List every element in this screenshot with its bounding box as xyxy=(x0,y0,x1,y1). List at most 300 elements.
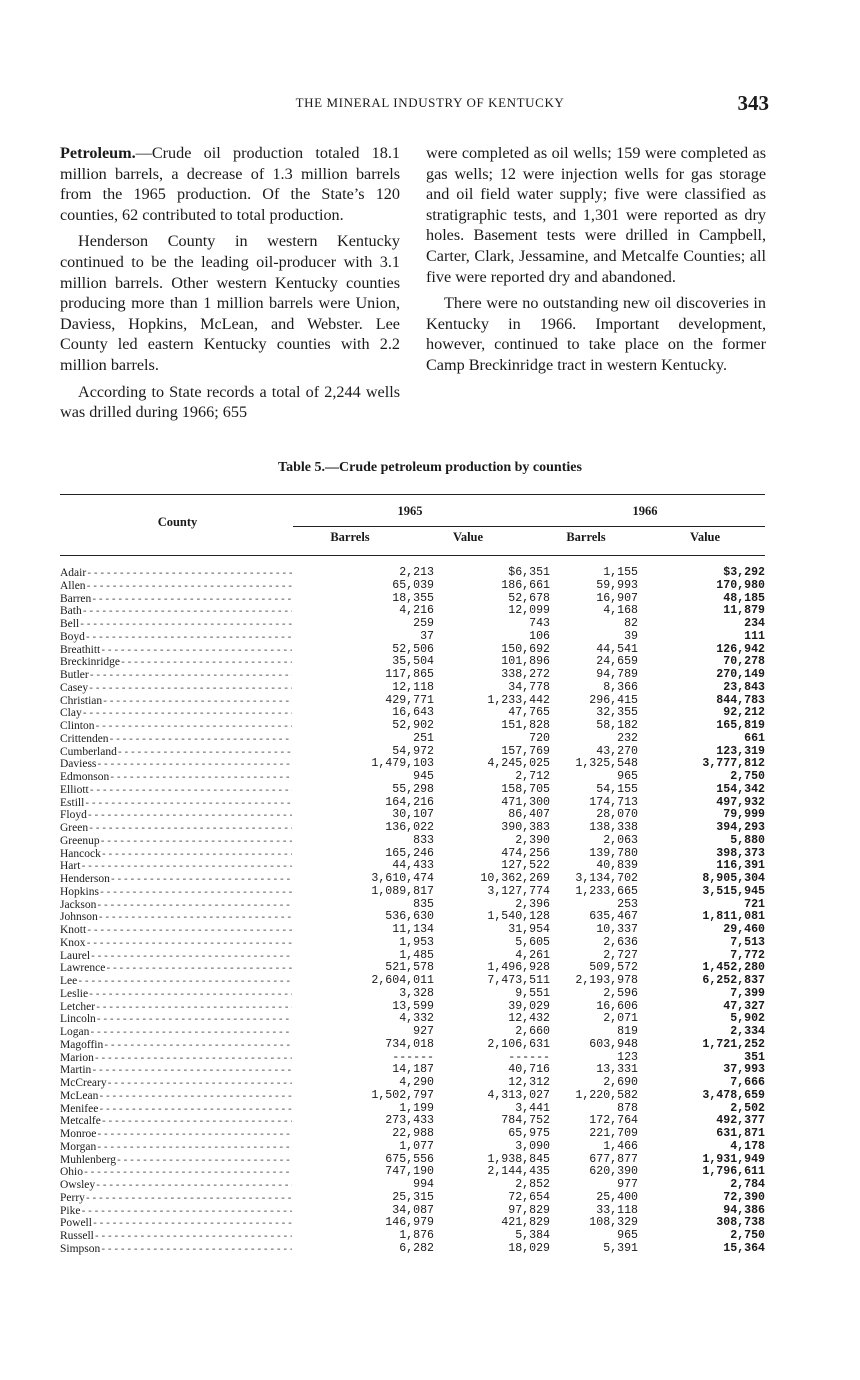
cell-value-1966: 70,278 xyxy=(723,655,765,669)
cell-county: Henderson ----- xyxy=(60,873,292,888)
paragraph-discoveries: There were no outstanding new oil discoveries in Kentucky in 1966. Important development, however, continued to take place on the former Camp Breckinridge tract in western Kentucky. xyxy=(426,294,766,374)
cell-county: Floyd ----- xyxy=(60,809,292,824)
cell-value-1966: 1,931,949 xyxy=(702,1152,765,1166)
cell-barrels-1965: 52,506 xyxy=(392,642,434,656)
cell-county: Perry ----- xyxy=(60,1192,292,1207)
cell-barrels-1966: 2,193,978 xyxy=(575,974,638,987)
cell-barrels-1965: 65,039 xyxy=(392,578,434,592)
cell-value-1965: 157,769 xyxy=(501,744,550,758)
cell-value-1966: 123,319 xyxy=(716,744,765,758)
cell-barrels-1966: 33,118 xyxy=(596,1203,638,1217)
cell-value-1966: 15,364 xyxy=(723,1241,765,1255)
cell-barrels-1966: 139,780 xyxy=(589,846,638,860)
cell-county: Christian ----- xyxy=(60,695,292,710)
cell-barrels-1966: 635,467 xyxy=(589,910,638,924)
cell-value-1965: 5,605 xyxy=(515,935,550,949)
cell-barrels-1966: 174,713 xyxy=(589,795,638,809)
cell-county: Johnson ----- xyxy=(60,911,292,926)
cell-barrels-1966: 965 xyxy=(617,1229,638,1242)
table-row xyxy=(60,631,780,644)
cell-county: Bath ----- xyxy=(60,605,292,620)
table-row xyxy=(60,567,780,580)
cell-barrels-1966: 2,063 xyxy=(603,833,638,847)
running-header: THE MINERAL INDUSTRY OF KENTUCKY xyxy=(295,95,565,110)
cell-value-1966: 2,750 xyxy=(730,770,765,783)
cell-value-1965: 4,261 xyxy=(515,948,550,962)
cell-value-1965: 12,312 xyxy=(508,1076,550,1089)
cell-barrels-1966: 2,596 xyxy=(603,986,638,1000)
table-row xyxy=(60,1141,780,1154)
table-row xyxy=(60,669,780,682)
paragraph-petroleum xyxy=(60,143,400,225)
cell-value-1966: 126,942 xyxy=(716,642,765,656)
cell-barrels-1965: 16,643 xyxy=(392,706,434,720)
cell-barrels-1966: 16,907 xyxy=(596,591,638,605)
paragraph-wells-completed: were completed as oil wells; 159 were completed as gas wells; 12 were injection wells for gas storage and oil field water supply; five were classified as stratigraphic tests, and 1,301 were reported as dry holes. Basement tests were drilled in Campbell, Carter, Clark, Jessamine, and Metcalfe Counties; all five were reported dry and abandoned. xyxy=(426,144,766,286)
cell-county: Clay ----- xyxy=(60,707,292,722)
section-run-in-heading: Petroleum. xyxy=(60,144,136,162)
cell-barrels-1965: 136,022 xyxy=(385,821,434,834)
cell-barrels-1965: 1,077 xyxy=(399,1139,434,1153)
cell-county: Cumberland ----- xyxy=(60,746,292,761)
paragraph-henderson: Henderson County in western Kentucky continued to be the leading oil-producer with 3.1 million barrels. Other western Kentucky counties producing more than 1 million barrels were Union, Daviess, Hopkins, McLean, and Webster. Lee County led eastern Kentucky counties with 2.2 million barrels. xyxy=(60,232,400,374)
cell-barrels-1966: 58,182 xyxy=(596,719,638,732)
cell-barrels-1965: 1,876 xyxy=(399,1229,434,1242)
cell-value-1966: 3,478,659 xyxy=(702,1088,765,1102)
table-row xyxy=(60,1243,780,1256)
cell-value-1966: 398,373 xyxy=(716,846,765,860)
cell-value-1965: 65,975 xyxy=(508,1127,550,1140)
cell-barrels-1965: 12,118 xyxy=(392,680,434,694)
cell-county: Magoffin ----- xyxy=(60,1039,292,1054)
cell-barrels-1965: 1,502,797 xyxy=(371,1088,434,1102)
table-row xyxy=(60,771,780,784)
cell-barrels-1966: 32,355 xyxy=(596,706,638,720)
cell-value-1965: 97,829 xyxy=(508,1203,550,1217)
cell-value-1965: 2,712 xyxy=(515,770,550,783)
cell-barrels-1965: 52,902 xyxy=(392,719,434,732)
cell-value-1965: 34,778 xyxy=(508,680,550,694)
table-row xyxy=(60,873,780,886)
cell-value-1965: 474,256 xyxy=(501,846,550,860)
cell-county: Leslie ----- xyxy=(60,988,292,1003)
cell-barrels-1966: 603,948 xyxy=(589,1037,638,1051)
cell-county: Hopkins ----- xyxy=(60,886,292,901)
cell-value-1966: 351 xyxy=(744,1050,765,1064)
cell-barrels-1966: 965 xyxy=(617,770,638,783)
cell-value-1965: 720 xyxy=(529,731,550,745)
cell-barrels-1966: 1,155 xyxy=(603,566,638,579)
cell-county: Estill ----- xyxy=(60,797,292,812)
cell-barrels-1966: 10,337 xyxy=(596,923,638,936)
cell-barrels-1965: 117,865 xyxy=(385,668,434,681)
cell-county: Green ----- xyxy=(60,822,292,837)
cell-barrels-1966: 221,709 xyxy=(589,1127,638,1140)
cell-value-1966: 170,980 xyxy=(716,578,765,592)
cell-barrels-1966: 1,233,665 xyxy=(575,884,638,898)
table-row xyxy=(60,924,780,937)
cell-value-1965: 743 xyxy=(529,617,550,630)
cell-barrels-1965: 4,290 xyxy=(399,1076,434,1089)
cell-value-1966: 2,784 xyxy=(730,1178,765,1191)
cell-barrels-1966: 1,466 xyxy=(603,1139,638,1153)
table-row xyxy=(60,1192,780,1205)
cell-barrels-1965: 521,578 xyxy=(385,961,434,975)
table-row xyxy=(60,682,780,695)
cell-county: Logan ----- xyxy=(60,1026,292,1041)
cell-value-1965: 1,496,928 xyxy=(487,961,550,975)
cell-county: Monroe ----- xyxy=(60,1128,292,1143)
cell-barrels-1965: 259 xyxy=(413,617,434,630)
cell-value-1966: 2,334 xyxy=(730,1025,765,1038)
cell-value-1966: 29,460 xyxy=(723,923,765,936)
cell-barrels-1965: ------ xyxy=(392,1050,434,1064)
table-header-rule xyxy=(60,555,765,556)
cell-value-1966: 3,777,812 xyxy=(702,757,765,771)
cell-value-1965: 421,829 xyxy=(501,1216,550,1230)
cell-county: Simpson ----- xyxy=(60,1243,292,1258)
cell-barrels-1966: 878 xyxy=(617,1101,638,1115)
cell-barrels-1966: 108,329 xyxy=(589,1216,638,1230)
cell-barrels-1965: 1,485 xyxy=(399,948,434,962)
column-header-barrels-1965: Barrels xyxy=(330,530,370,544)
cell-value-1965: 784,752 xyxy=(501,1114,550,1128)
cell-value-1966: 94,386 xyxy=(723,1203,765,1217)
cell-value-1966: 5,880 xyxy=(730,833,765,847)
cell-barrels-1966: 677,877 xyxy=(589,1152,638,1166)
cell-value-1966: 3,515,945 xyxy=(702,884,765,898)
cell-barrels-1965: 747,190 xyxy=(385,1165,434,1179)
cell-value-1966: 116,391 xyxy=(716,859,765,873)
cell-barrels-1965: 11,134 xyxy=(392,923,434,936)
cell-value-1966: 661 xyxy=(744,731,765,745)
cell-barrels-1965: 1,089,817 xyxy=(371,884,434,898)
cell-barrels-1965: 55,298 xyxy=(392,782,434,796)
cell-county: Bell ----- xyxy=(60,618,292,633)
cell-value-1966: 497,932 xyxy=(716,795,765,809)
cell-barrels-1966: 977 xyxy=(617,1178,638,1191)
cell-barrels-1966: 39 xyxy=(624,629,638,643)
cell-value-1966: 7,772 xyxy=(730,948,765,962)
cell-value-1965: 1,233,442 xyxy=(487,693,550,707)
cell-county: Pike ----- xyxy=(60,1205,292,1220)
cell-value-1965: 2,106,631 xyxy=(487,1037,550,1051)
cell-value-1965: 2,396 xyxy=(515,897,550,911)
cell-barrels-1965: 18,355 xyxy=(392,591,434,605)
cell-value-1965: 106 xyxy=(529,629,550,643)
cell-value-1966: 154,342 xyxy=(716,782,765,796)
cell-barrels-1965: 273,433 xyxy=(385,1114,434,1128)
cell-barrels-1965: 164,216 xyxy=(385,795,434,809)
cell-value-1965: 7,473,511 xyxy=(487,974,550,987)
cell-county: Letcher ----- xyxy=(60,1001,292,1016)
cell-barrels-1965: 13,599 xyxy=(392,999,434,1013)
cell-value-1965: 390,383 xyxy=(501,821,550,834)
cell-barrels-1966: 509,572 xyxy=(589,961,638,975)
cell-county: Breckinridge ----- xyxy=(60,656,292,671)
cell-value-1966: 6,252,837 xyxy=(702,974,765,987)
cell-barrels-1965: 14,187 xyxy=(392,1063,434,1077)
table-row xyxy=(60,886,780,899)
table-row xyxy=(60,1090,780,1103)
cell-value-1965: 471,300 xyxy=(501,795,550,809)
cell-value-1965: 12,099 xyxy=(508,604,550,618)
cell-county: Daviess ----- xyxy=(60,758,292,773)
cell-county: Clinton ----- xyxy=(60,720,292,735)
cell-value-1966: 492,377 xyxy=(716,1114,765,1128)
table-row xyxy=(60,784,780,797)
table-row xyxy=(60,1026,780,1039)
cell-county: Breathitt ----- xyxy=(60,644,292,659)
cell-barrels-1966: 25,400 xyxy=(596,1190,638,1204)
cell-value-1966: 1,796,611 xyxy=(702,1165,765,1179)
cell-value-1966: 270,149 xyxy=(716,668,765,681)
column-header-county: County xyxy=(157,515,198,529)
cell-county: Menifee ----- xyxy=(60,1103,292,1118)
cell-value-1965: 150,692 xyxy=(501,642,550,656)
table-row xyxy=(60,1128,780,1141)
cell-barrels-1966: 94,789 xyxy=(596,668,638,681)
cell-barrels-1965: 429,771 xyxy=(385,693,434,707)
cell-value-1965: $6,351 xyxy=(508,566,550,579)
cell-barrels-1965: 4,332 xyxy=(399,1012,434,1026)
cell-barrels-1965: 536,630 xyxy=(385,910,434,924)
cell-barrels-1965: 1,953 xyxy=(399,935,434,949)
table-title: Table 5.—Crude petroleum production by counties xyxy=(278,460,582,475)
cell-value-1966: 92,212 xyxy=(723,706,765,720)
cell-county: Adair ----- xyxy=(60,567,292,582)
cell-barrels-1966: 172,764 xyxy=(589,1114,638,1128)
cell-barrels-1965: 35,504 xyxy=(392,655,434,669)
table-row xyxy=(60,1230,780,1243)
cell-value-1965: 151,828 xyxy=(501,719,550,732)
cell-barrels-1965: 146,979 xyxy=(385,1216,434,1230)
cell-barrels-1965: 34,087 xyxy=(392,1203,434,1217)
table-row xyxy=(60,988,780,1001)
cell-barrels-1965: 37 xyxy=(420,629,434,643)
column-header-value-1965: Value xyxy=(452,530,484,544)
cell-value-1965: 1,938,845 xyxy=(487,1152,550,1166)
cell-barrels-1966: 40,839 xyxy=(596,859,638,873)
column-header-year-1965: 1965 xyxy=(397,504,423,518)
cell-value-1966: 7,399 xyxy=(730,986,765,1000)
cell-county: McLean ----- xyxy=(60,1090,292,1105)
cell-county: Hart ----- xyxy=(60,860,292,875)
cell-barrels-1966: 5,391 xyxy=(603,1241,638,1255)
cell-value-1965: 3,090 xyxy=(515,1139,550,1153)
cell-barrels-1966: 253 xyxy=(617,897,638,911)
cell-value-1966: 1,452,280 xyxy=(702,961,765,975)
cell-barrels-1965: 30,107 xyxy=(392,808,434,822)
cell-value-1966: 37,993 xyxy=(723,1063,765,1077)
cell-county: Butler ----- xyxy=(60,669,292,684)
cell-barrels-1965: 734,018 xyxy=(385,1037,434,1051)
cell-county: Greenup ----- xyxy=(60,835,292,850)
cell-barrels-1965: 675,556 xyxy=(385,1152,434,1166)
cell-barrels-1965: 2,213 xyxy=(399,566,434,579)
cell-value-1965: 72,654 xyxy=(508,1190,550,1204)
cell-county: Laurel ----- xyxy=(60,950,292,965)
cell-barrels-1966: 13,331 xyxy=(596,1063,638,1077)
cell-county: Lee ----- xyxy=(60,975,292,990)
cell-value-1965: 2,660 xyxy=(515,1025,550,1038)
table-body xyxy=(60,567,780,1256)
cell-value-1966: 48,185 xyxy=(723,591,765,605)
cell-county: Metcalfe ----- xyxy=(60,1115,292,1130)
cell-county: Barren ----- xyxy=(60,593,292,608)
table-row xyxy=(60,822,780,835)
cell-value-1965: 101,896 xyxy=(501,655,550,669)
cell-barrels-1965: 4,216 xyxy=(399,604,434,618)
cell-value-1966: 23,843 xyxy=(723,680,765,694)
cell-barrels-1965: 6,282 xyxy=(399,1241,434,1255)
table-row xyxy=(60,975,780,988)
cell-value-1966: 47,327 xyxy=(723,999,765,1013)
cell-county: Russell ----- xyxy=(60,1230,292,1245)
cell-barrels-1966: 24,659 xyxy=(596,655,638,669)
cell-value-1965: 1,540,128 xyxy=(487,910,550,924)
table-row xyxy=(60,1179,780,1192)
cell-barrels-1965: 54,972 xyxy=(392,744,434,758)
table-row xyxy=(60,580,780,593)
cell-value-1966: 11,879 xyxy=(723,604,765,618)
cell-value-1966: 4,178 xyxy=(730,1139,765,1153)
cell-county: Elliott ----- xyxy=(60,784,292,799)
cell-barrels-1966: 819 xyxy=(617,1025,638,1038)
cell-barrels-1966: 2,071 xyxy=(603,1012,638,1026)
cell-barrels-1965: 3,328 xyxy=(399,986,434,1000)
cell-barrels-1965: 251 xyxy=(413,731,434,745)
cell-value-1965: 18,029 xyxy=(508,1241,550,1255)
cell-barrels-1966: 59,993 xyxy=(596,578,638,592)
cell-value-1965: 40,716 xyxy=(508,1063,550,1077)
cell-county: Allen ----- xyxy=(60,580,292,595)
cell-value-1966: 721 xyxy=(744,897,765,911)
cell-value-1966: $3,292 xyxy=(723,566,765,579)
table-row xyxy=(60,733,780,746)
cell-barrels-1966: 296,415 xyxy=(589,693,638,707)
cell-value-1966: 234 xyxy=(744,617,765,630)
cell-county: Crittenden ----- xyxy=(60,733,292,748)
cell-value-1966: 2,750 xyxy=(730,1229,765,1242)
cell-value-1965: 86,407 xyxy=(508,808,550,822)
cell-barrels-1966: 16,606 xyxy=(596,999,638,1013)
cell-barrels-1966: 2,727 xyxy=(603,948,638,962)
cell-barrels-1965: 165,246 xyxy=(385,846,434,860)
cell-value-1966: 308,738 xyxy=(716,1216,765,1230)
cell-barrels-1966: 232 xyxy=(617,731,638,745)
cell-barrels-1965: 994 xyxy=(413,1178,434,1191)
cell-value-1966: 1,721,252 xyxy=(702,1037,765,1051)
cell-value-1965: 3,127,774 xyxy=(487,884,550,898)
cell-barrels-1966: 82 xyxy=(624,617,638,630)
paragraph-wells-drilled: According to State records a total of 2,244 wells was drilled during 1966; 655 xyxy=(60,382,400,422)
cell-value-1965: 12,432 xyxy=(508,1012,550,1026)
table-row xyxy=(60,835,780,848)
cell-county: Hancock ----- xyxy=(60,848,292,863)
cell-county: Knox ----- xyxy=(60,937,292,952)
table-top-rule xyxy=(60,494,765,495)
cell-barrels-1965: 927 xyxy=(413,1025,434,1038)
text-column-right xyxy=(426,143,766,376)
cell-value-1966: 79,999 xyxy=(723,808,765,822)
table-row xyxy=(60,1077,780,1090)
cell-county: Marion ----- xyxy=(60,1052,292,1067)
cell-county: Owsley ----- xyxy=(60,1179,292,1194)
cell-value-1965: 338,272 xyxy=(501,668,550,681)
column-header-barrels-1966: Barrels xyxy=(566,530,606,544)
cell-barrels-1965: 1,479,103 xyxy=(371,757,434,771)
cell-value-1965: 10,362,269 xyxy=(480,872,550,885)
cell-county: Ohio ----- xyxy=(60,1166,292,1181)
cell-barrels-1965: 2,604,011 xyxy=(371,974,434,987)
page-number: 343 xyxy=(737,91,769,115)
cell-value-1965: 127,522 xyxy=(501,859,550,873)
cell-barrels-1966: 1,325,548 xyxy=(575,757,638,771)
cell-county: Jackson ----- xyxy=(60,899,292,914)
cell-barrels-1965: 833 xyxy=(413,833,434,847)
cell-barrels-1965: 945 xyxy=(413,770,434,783)
table-row xyxy=(60,720,780,733)
cell-value-1966: 111 xyxy=(744,629,765,643)
cell-value-1965: ------ xyxy=(508,1050,550,1064)
table-row xyxy=(60,937,780,950)
cell-county: Lincoln ----- xyxy=(60,1013,292,1028)
cell-barrels-1965: 44,433 xyxy=(392,859,434,873)
cell-barrels-1966: 620,390 xyxy=(589,1165,638,1179)
cell-barrels-1966: 28,070 xyxy=(596,808,638,822)
cell-value-1965: 31,954 xyxy=(508,923,550,936)
cell-value-1966: 5,902 xyxy=(730,1012,765,1026)
cell-value-1965: 52,678 xyxy=(508,591,550,605)
cell-value-1966: 844,783 xyxy=(716,693,765,707)
cell-barrels-1966: 44,541 xyxy=(596,642,638,656)
cell-value-1965: 47,765 xyxy=(508,706,550,720)
cell-value-1966: 165,819 xyxy=(716,719,765,732)
cell-barrels-1966: 3,134,702 xyxy=(575,872,638,885)
cell-value-1966: 631,871 xyxy=(716,1127,765,1140)
cell-barrels-1965: 22,988 xyxy=(392,1127,434,1140)
cell-county: Casey ----- xyxy=(60,682,292,697)
cell-county: Morgan ----- xyxy=(60,1141,292,1156)
cell-value-1965: 5,384 xyxy=(515,1229,550,1242)
cell-value-1965: 2,390 xyxy=(515,833,550,847)
cell-value-1965: 4,245,025 xyxy=(487,757,550,771)
cell-barrels-1966: 1,220,582 xyxy=(575,1088,638,1102)
table-row xyxy=(60,618,780,631)
cell-barrels-1966: 54,155 xyxy=(596,782,638,796)
cell-value-1965: 2,852 xyxy=(515,1178,550,1191)
cell-county: Martin ----- xyxy=(60,1064,292,1079)
cell-county: Muhlenberg ----- xyxy=(60,1154,292,1169)
column-header-year-1966: 1966 xyxy=(632,504,658,518)
table-row xyxy=(60,1039,780,1052)
cell-county: Lawrence ----- xyxy=(60,962,292,977)
cell-barrels-1965: 3,610,474 xyxy=(371,872,434,885)
table-year-rule xyxy=(293,526,765,527)
cell-barrels-1966: 2,690 xyxy=(603,1076,638,1089)
column-header-value-1966: Value xyxy=(689,530,721,544)
cell-county: Knott ----- xyxy=(60,924,292,939)
cell-value-1965: 39,029 xyxy=(508,999,550,1013)
cell-county: Powell ----- xyxy=(60,1217,292,1232)
cell-county: Edmonson ----- xyxy=(60,771,292,786)
cell-value-1966: 7,666 xyxy=(730,1076,765,1089)
cell-barrels-1966: 2,636 xyxy=(603,935,638,949)
cell-value-1965: 2,144,435 xyxy=(487,1165,550,1179)
paragraph-petroleum-body: —Crude oil production totaled 18.1 million barrels, a decrease of 1.3 million barrels from the 1965 production. Of the State’s 120 counties, 62 contributed to total production. xyxy=(60,144,400,224)
cell-value-1966: 394,293 xyxy=(716,821,765,834)
